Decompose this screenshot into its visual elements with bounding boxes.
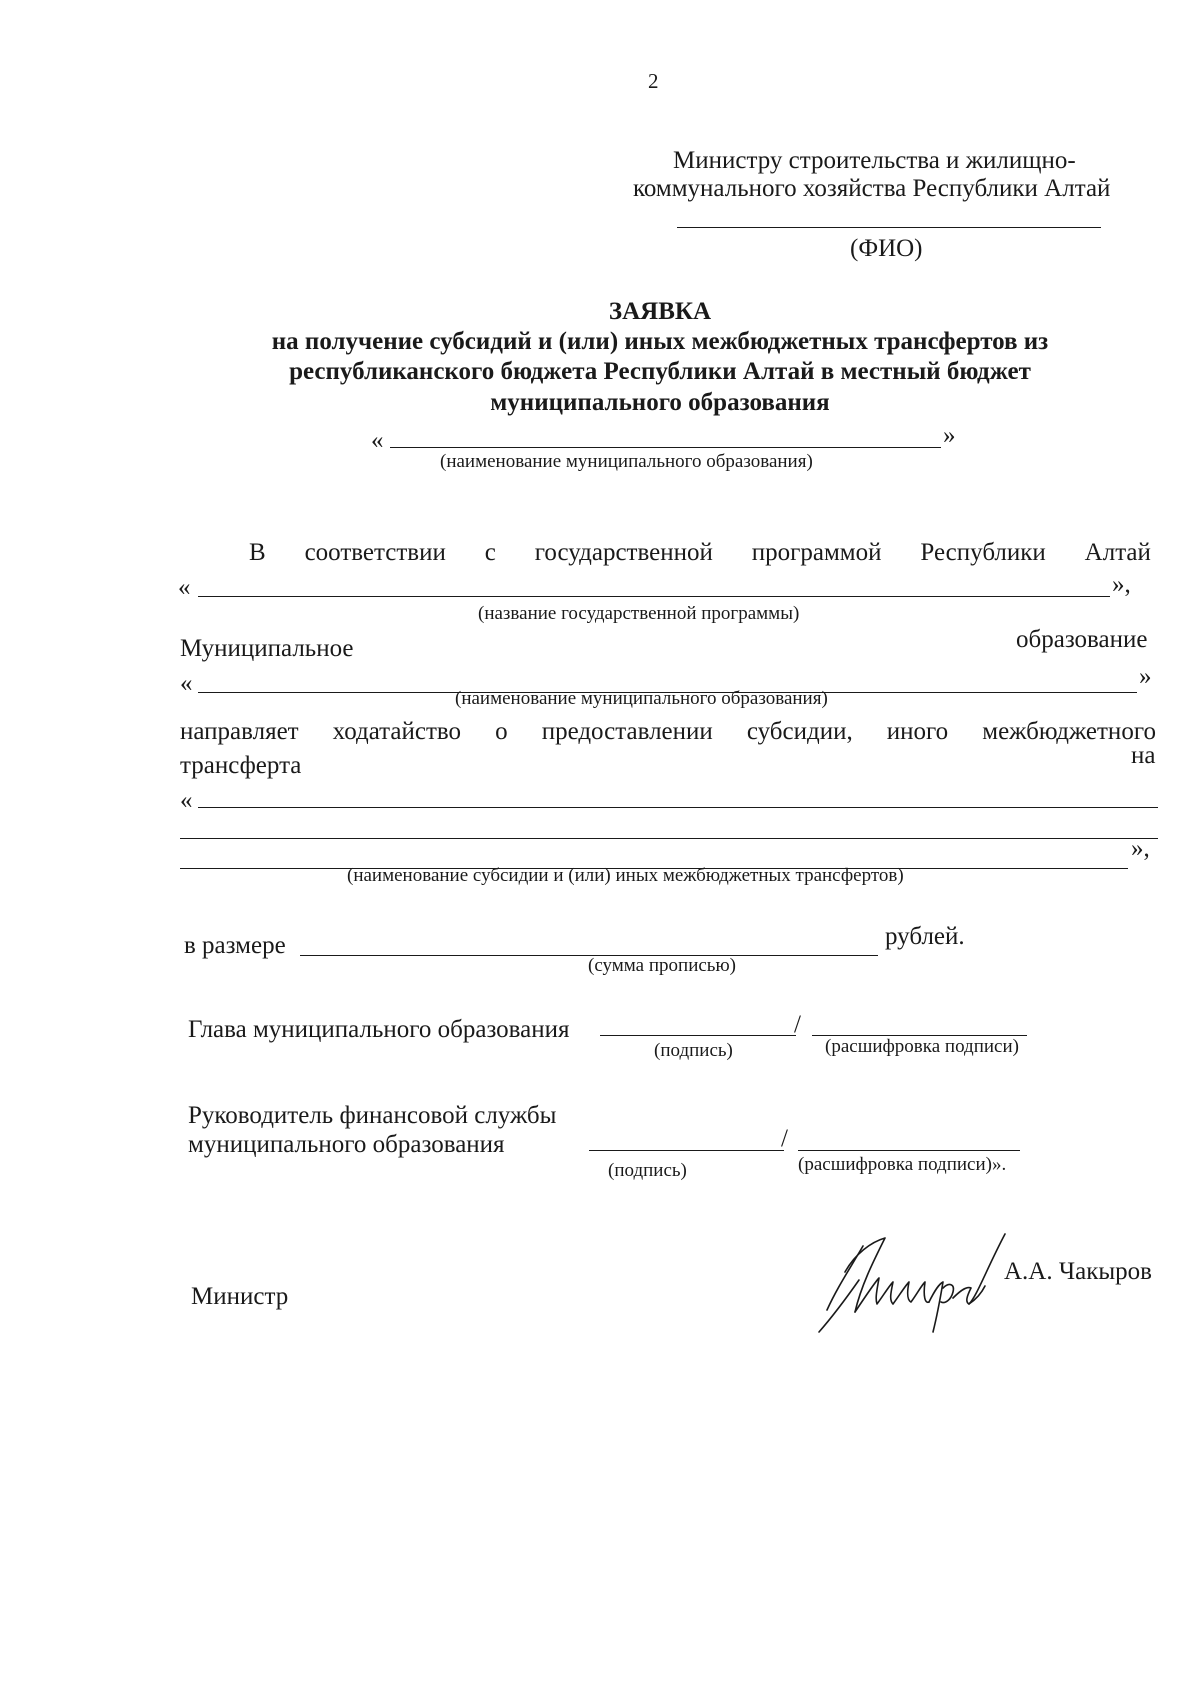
- p1-word: В: [249, 539, 266, 566]
- head-signature-label: Глава муниципального образования: [188, 1016, 570, 1043]
- p1-word: государственной: [534, 539, 713, 566]
- p3-word: предоставлении: [541, 718, 713, 745]
- municipality-name-caption-title: (наименование муниципального образования): [440, 451, 813, 472]
- p3-word: межбюджетного: [982, 718, 1156, 745]
- municipality-label: Муниципальное: [180, 635, 354, 662]
- amount-label: в размере: [184, 932, 286, 959]
- document-title: ЗАЯВКА: [608, 298, 712, 325]
- p1-word: соответствии: [304, 539, 446, 566]
- municipality-quote-open: «: [180, 670, 193, 697]
- page-number: 2: [648, 69, 659, 93]
- p1-word: с: [484, 539, 496, 566]
- amount-unit: рублей.: [885, 923, 965, 950]
- head-signature-line: [600, 1035, 796, 1036]
- paragraph-3-line: [180, 717, 1156, 747]
- finance-decode-caption: (расшифровка подписи)».: [798, 1154, 1007, 1175]
- municipality-name-line-title: [390, 447, 941, 448]
- p3-word: иного: [886, 718, 949, 745]
- p1-word: программой: [751, 539, 882, 566]
- minister-name: А.А. Чакыров: [1004, 1258, 1152, 1285]
- municipality-quote-close: »: [1139, 663, 1152, 690]
- p3-word: направляет: [180, 718, 299, 745]
- p3-word: ходатайство: [332, 718, 462, 745]
- head-decode-caption: (расшифровка подписи): [825, 1036, 1019, 1057]
- municipality-label-right: образование: [1016, 626, 1148, 653]
- subsidy-quote-open: «: [180, 787, 193, 814]
- handwritten-signature: [815, 1228, 1015, 1340]
- minister-title: Министр: [191, 1283, 289, 1310]
- title-quote-close: »: [943, 422, 956, 449]
- addressee-line-1: Министру строительства и жилищно-: [673, 147, 1076, 174]
- subsidy-name-caption: (наименование субсидии и (или) иных межбюджетных трансфертов): [347, 865, 904, 886]
- finance-signature-line: [589, 1150, 784, 1151]
- program-quote-close: »,: [1112, 571, 1131, 598]
- finance-decode-line: [798, 1150, 1020, 1151]
- finance-signature-caption: (подпись): [608, 1160, 687, 1181]
- head-signature-caption: (подпись): [654, 1040, 733, 1061]
- municipality-name-caption: (наименование муниципального образования): [455, 688, 828, 709]
- addressee-name-caption: (ФИО): [850, 235, 923, 262]
- subsidy-quote-close: »,: [1131, 835, 1150, 862]
- finance-signature-label-1: Руководитель финансовой службы: [188, 1102, 557, 1129]
- document-subtitle-1: на получение субсидий и (или) иных межбюджетных трансфертов из: [271, 328, 1049, 355]
- document-subtitle-3: муниципального образования: [490, 389, 830, 416]
- transfer-label-right: на: [1131, 742, 1156, 769]
- program-name-caption: (название государственной программы): [478, 603, 800, 624]
- head-signature-slash: /: [794, 1011, 801, 1038]
- p3-word: субсидии,: [746, 718, 853, 745]
- subsidy-name-line-2: [180, 838, 1158, 839]
- document-subtitle-2: республиканского бюджета Республики Алтай в местный бюджет: [289, 358, 1031, 385]
- program-quote-open: «: [178, 574, 191, 601]
- paragraph-1-line: [249, 538, 1151, 568]
- finance-signature-label-2: муниципального образования: [188, 1131, 505, 1158]
- p1-word: Республики: [920, 539, 1046, 566]
- p1-word: Алтай: [1084, 539, 1151, 566]
- title-quote-open: «: [371, 427, 384, 454]
- amount-caption: (сумма прописью): [588, 955, 736, 976]
- addressee-line-2: коммунального хозяйства Республики Алтай: [633, 175, 1111, 202]
- transfer-label: трансферта: [180, 752, 302, 779]
- addressee-name-line: [677, 227, 1101, 228]
- program-name-line: [198, 596, 1110, 597]
- subsidy-name-line-1: [198, 807, 1158, 808]
- p3-word: о: [495, 718, 508, 745]
- finance-signature-slash: /: [781, 1125, 788, 1152]
